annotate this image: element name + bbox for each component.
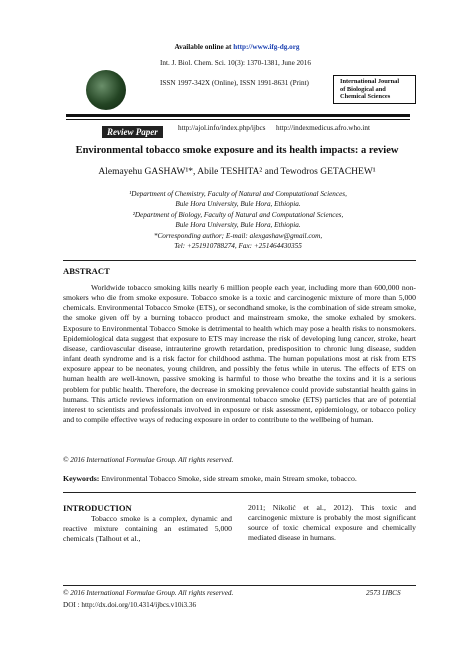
availability-label: Available online at — [174, 43, 234, 51]
journal-name-line-1: International Journal — [340, 78, 400, 85]
abstract-body: Worldwide tobacco smoking kills nearly 6 million people each year, including more than 600,000 non-smokers who die from smoke exposure. Tobacco smoke is a toxic and carcinogenic mixture of more than 5,000 chemicals. Environmental Tobacco Smoke (ETS), or secondhand smoke, is the combination of side stream smoke, the smoke given off by a burning tobacco product and mainstream smoke, the smoke exhaled by smokers. Exposure to Environmental Tobacco Smoke is detrimental to health which may pose a health risks to nonsmokers. Epidemiological data suggest that exposure to ETS may increase the risk of developing lung cancer, stroke, heart disease, cardiovascular disease, intrauterine growth retardation, predisposition to chronic lung disease, sudden infant death syndrome and is a risk factor for childhood asthma. The human populations most at risk from ETS exposure appear to be neonates, young children, and possibly the fetus while in uterus. The effects of ETS on human health are well-known, passive smoking is harmful to those who breathe the toxins and it is a serious problem for public health. Therefore, the decrease in smoking prevalence could provide substantial health gains in humans. This article reviews information on environmental tobacco smoke (ETS) particles that are of potential interest to scientists and professionals involved in exposure or risk assessment, epidemiology, or tobacco policy and to compile effective ways of reducing exposure in order to contribute to the wellbeing of human. — [63, 283, 416, 425]
globe-logo-icon — [86, 70, 126, 110]
journal-name-box — [333, 75, 416, 104]
citation: Int. J. Biol. Chem. Sci. 10(3): 1370-1381, June 2016 — [160, 59, 311, 67]
header-rule-thin — [66, 119, 410, 120]
footer-rule — [63, 585, 416, 586]
ajol-link[interactable]: http://ajol.info/index.php/ijbcs — [178, 124, 266, 132]
paper-title: Environmental tobacco smoke exposure and its health impacts: a review — [75, 145, 399, 156]
introduction-heading: INTRODUCTION — [63, 503, 132, 513]
keywords-label: Keywords: — [63, 474, 100, 483]
affiliation-line: Tel: +251910788274, Fax: +251464430355 — [174, 242, 302, 251]
affiliations — [60, 189, 416, 252]
footer-copyright: © 2016 International Formulae Group. All rights reserved. — [63, 589, 234, 597]
availability-line — [0, 43, 474, 51]
indexmedicus-link[interactable]: http://indexmedicus.afro.who.int — [276, 124, 371, 132]
issn: ISSN 1997-342X (Online), ISSN 1991-8631 (Print) — [160, 79, 309, 87]
keywords-text: Environmental Tobacco Smoke, side stream smoke, main Stream smoke, tobacco. — [99, 474, 357, 483]
journal-site-link[interactable]: http://www.ifg-dg.org — [233, 43, 300, 51]
journal-name-line-3: Chemical Sciences — [340, 93, 391, 101]
article-code: 2573 IJBCS — [366, 589, 401, 597]
abstract-top-rule — [63, 260, 416, 261]
keywords-line — [63, 474, 416, 484]
abstract-heading: ABSTRACT — [63, 266, 110, 276]
doi-line[interactable]: DOI : http://dx.doi.org/10.4314/ijbcs.v10i3.36 — [63, 601, 197, 609]
header-rule-thick — [66, 114, 410, 117]
journal-name-line-2: of Biological and — [340, 85, 386, 93]
review-paper-tag: Review Paper — [102, 122, 163, 140]
introduction-left-column: Tobacco smoke is a complex, dynamic and reactive mixture containing an estimated 5,000 chemicals (Talhout et al., — [63, 514, 232, 544]
introduction-right-column: 2011; Nikolić et al., 2012). This toxic and carcinogenic mixture is probably the most significant source of toxic chemical exposure and chemically mediated disease in humans. — [248, 503, 416, 543]
affiliation-line: ²Department of Biology, Faculty of Natural and Computational Sciences, — [132, 210, 344, 219]
affiliation-line: *Corresponding author; E-mail: alexgashaw@gmail.com, — [153, 231, 323, 240]
keywords-rule — [63, 492, 416, 493]
journal-logo — [86, 70, 126, 110]
affiliation-line: Bule Hora University, Bule Hora, Ethiopia. — [175, 200, 301, 209]
authors: Alemayehu GASHAW¹*, Abile TESHITA² and Tewodros GETACHEW¹ — [98, 167, 376, 177]
abstract-copyright: © 2016 International Formulae Group. All rights reserved. — [63, 456, 234, 464]
affiliation-line: ¹Department of Chemistry, Faculty of Natural and Computational Sciences, — [129, 190, 347, 198]
affiliation-line: Bule Hora University, Bule Hora, Ethiopia. — [175, 221, 301, 230]
